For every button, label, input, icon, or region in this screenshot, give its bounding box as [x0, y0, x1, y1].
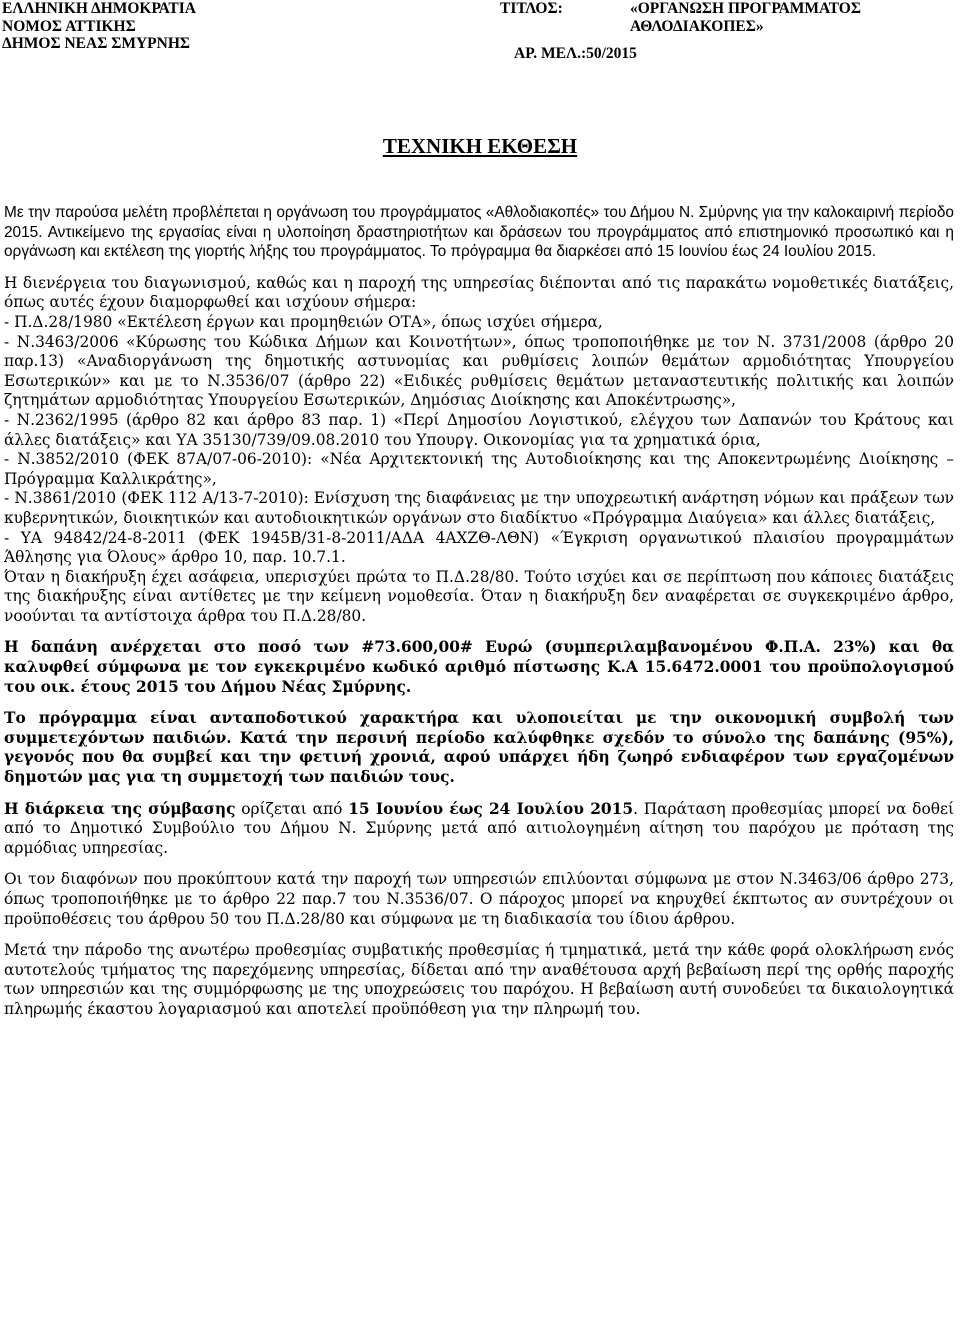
intro-paragraph: Με την παρούσα μελέτη προβλέπεται η οργάνωση του προγράμματος «Αθλοδιακοπές» του Δήμου Ν. Σμύρνης για την καλοκαιρινή περίοδο 2015. Αντικείμενο της εργασίας είναι η υλοποίηση δραστηριοτήτων και δράσεων του προγράμματος από επιστημονικό προσωπικό και η οργάνωση και εκτέλεση της γιορτής λήξης του προγράμματος. Το πρόγραμμα θα διαρκέσει από 15 Ιουνίου έως 24 Ιουλίου 2015.	[4, 204, 954, 261]
project-title	[630, 0, 861, 35]
legal-intro-paragraph: Η διενέργεια του διαγωνισμού, καθώς και η παροχή της υπηρεσίας διέπονται από τις παρακάτω νομοθετικές διατάξεις, όπως αυτές έχουν διαμορφωθεί και ισχύουν σήμερα:	[4, 273, 954, 312]
duration-mid: ορίζεται από	[235, 799, 349, 818]
project-title-line: «ΟΡΓΑΝΩΣΗ ΠΡΟΓΡΑΜΜΑΤΟΣ	[630, 0, 861, 17]
payment-paragraph: Μετά την πάροδο της ανωτέρω προθεσμίας συμβατικής προθεσμίας ή τμηματικά, μετά την κάθε φορά ολοκλήρωση ενός αυτοτελούς τμήματος της παρεχόμενης υπηρεσίας, δίδεται από την αναθέτουσα αρχή βεβαίωση περί της ορθής παροχής των υπηρεσιών και της συμμόρφωσης με της υποχρεώσεις του παρόχου. Η βεβαίωση αυτή συνοδεύει τα δικαιολογητικά πληρωμής έκαστου λογαριασμού και αποτελεί προϋπόθεση για την πληρωμή του.	[4, 941, 954, 1018]
document-title: ΤΕΧΝΙΚΗ ΕΚΘΕΣΗ	[382, 134, 578, 158]
authority-line: ΕΛΛΗΝΙΚΗ ΔΗΜΟΚΡΑΤΙΑ	[2, 0, 196, 17]
legal-item: - Ν.3852/2010 (ΦΕΚ 87Α/07-06-2010): «Νέα Αρχιτεκτονική της Αυτοδιοίκησης και της Αποκεντρωμένης Διοίκησης – Πρόγραμμα Καλλικράτης»,	[4, 450, 954, 488]
issuing-authority	[2, 0, 196, 53]
provider-selection-paragraph: Οι τον διαφόνων που προκύπτουν κατά την παροχή των υπηρεσιών επιλύονται σύμφωνα με στον Ν.3463/06 άρθρο 273, όπως τροποποιήθηκε με το άρθρο 22 παρ.7 του Ν.3536/07. Ο πάροχος μπορεί να κηρυχθεί έκπτωτος αν συντρέχουν οι προϋποθέσεις του άρθρου 50 του Π.Δ.28/80 και σύμφωνα με τη διαδικασία του ίδιου άρθρου.	[4, 870, 954, 928]
title-label: ΤΙΤΛΟΣ:	[500, 0, 563, 17]
project-title-line: ΑΘΛΟΔΙΑΚΟΠΕΣ»	[630, 17, 764, 35]
authority-line: ΝΟΜΟΣ ΑΤΤΙΚΗΣ	[2, 17, 136, 35]
budget-paragraph: Η δαπάνη ανέρχεται στο ποσό των #73.600,00# Ευρώ (συμπεριλαμβανομένου Φ.Π.Α. 23%) και θα καλυφθεί σύμφωνα με τον εγκεκριμένο κωδικό αριθμό πίστωσης Κ.Α 15.6472.0001 του προϋπολογισμού του οικ. έτους 2015 του Δήμου Νέας Σμύρνης.	[4, 638, 954, 696]
legal-item: - ΥΑ 94842/24-8-2011 (ΦΕΚ 1945Β/31-8-2011/ΑΔΑ 4ΑΧΖΘ-ΛΘΝ) «Έγκριση οργανωτικού πλαισίου προγραμμάτων Άθλησης για Όλους» άρθρο 10, παρ. 10.7.1.	[4, 528, 954, 567]
document-body	[4, 203, 954, 1020]
duration-dates: 15 Ιουνίου έως 24 Ιουλίου 2015	[348, 799, 634, 818]
duration-rest: . Παράταση προθεσμίας μπορεί να δοθεί από το Δημοτικό Συμβούλιο του Δήμου Ν. Σμύρνης μετά από αιτιολογημένη αίτηση του παρόχου με πρόταση της αρμόδιας υπηρεσίας.	[4, 799, 954, 857]
program-character-paragraph: Το πρόγραμμα είναι ανταποδοτικού χαρακτήρα και υλοποιείται με την οικονομική συμβολή των συμμετεχόντων παιδιών. Κατά την περσινή περίοδο καλύφθηκε σχεδόν το σύνολο της δαπάνης (95%), γεγονός που θα συμβεί και την φετινή χρονιά, αφού υπάρχει ήδη ζωηρό ενδιαφέρον των εργαζομένων δημοτών μας για τη συμμετοχή των παιδιών τους.	[4, 709, 954, 787]
authority-line: ΔΗΜΟΣ ΝΕΑΣ ΣΜΥΡΝΗΣ	[2, 35, 191, 52]
legal-outro-paragraph: Όταν η διακήρυξη έχει ασάφεια, υπερισχύει πρώτα το Π.Δ.28/80. Τούτο ισχύει και σε περίπτωση που κάποιες διατάξεις της διακήρυξης είναι αντίθετες με την κείμενη νομοθεσία. Όταν η διακήρυξη δεν αναφέρεται σε συγκεκριμένο άρθρο, νοούνται τα αντίστοιχα άρθρα του Π.Δ.28/80.	[4, 567, 954, 625]
duration-paragraph	[4, 800, 954, 859]
reference-number: ΑΡ. ΜΕΛ.:50/2015	[514, 45, 637, 62]
legal-item: - Π.Δ.28/1980 «Εκτέλεση έργων και προμηθειών ΟΤΑ», όπως ισχύει σήμερα,	[4, 312, 603, 331]
duration-lead: Η διάρκεια της σύμβασης	[4, 799, 236, 818]
legal-item: - Ν.3861/2010 (ΦΕΚ 112 Α/13-7-2010): Ενίσχυση της διαφάνειας με την υποχρεωτική ανάρτηση νόμων και πράξεων των κυβερνητικών, διοικητικών και αυτοδιοικητικών οργάνων στο διαδίκτυο «Πρόγραμμα Διαύγεια» και άλλες διατάξεις,	[4, 489, 954, 527]
legal-item: - Ν.2362/1995 (άρθρο 82 και άρθρο 83 παρ. 1) «Περί Δημοσίου Λογιστικού, ελέγχου των Δαπανών του Κράτους και άλλες διατάξεις» και ΥΑ 35130/739/09.08.2010 του Υπουργ. Οικονομίας για τα χρηματικά όρια,	[4, 410, 954, 449]
legal-item: - Ν.3463/2006 «Κύρωσης του Κώδικα Δήμων και Κοινοτήτων», όπως τροποποιήθηκε με τον Ν. 3731/2008 (άρθρο 20 παρ.13) «Αναδιοργάνωση της δημοτικής αστυνομίας και ρυθμίσεις λοιπών θεμάτων αρμοδιότητας Υπουργείου Εσωτερικών» και με το Ν.3536/07 (άρθρο 22) «Ειδικές ρυθμίσεις θεμάτων μεταναστευτικής πολιτικής και λοιπών ζητημάτων αρμοδιότητας Υπουργείου Εσωτερικών, Δημόσιας Διοίκησης και Αποκέντρωσης»,	[4, 332, 954, 410]
